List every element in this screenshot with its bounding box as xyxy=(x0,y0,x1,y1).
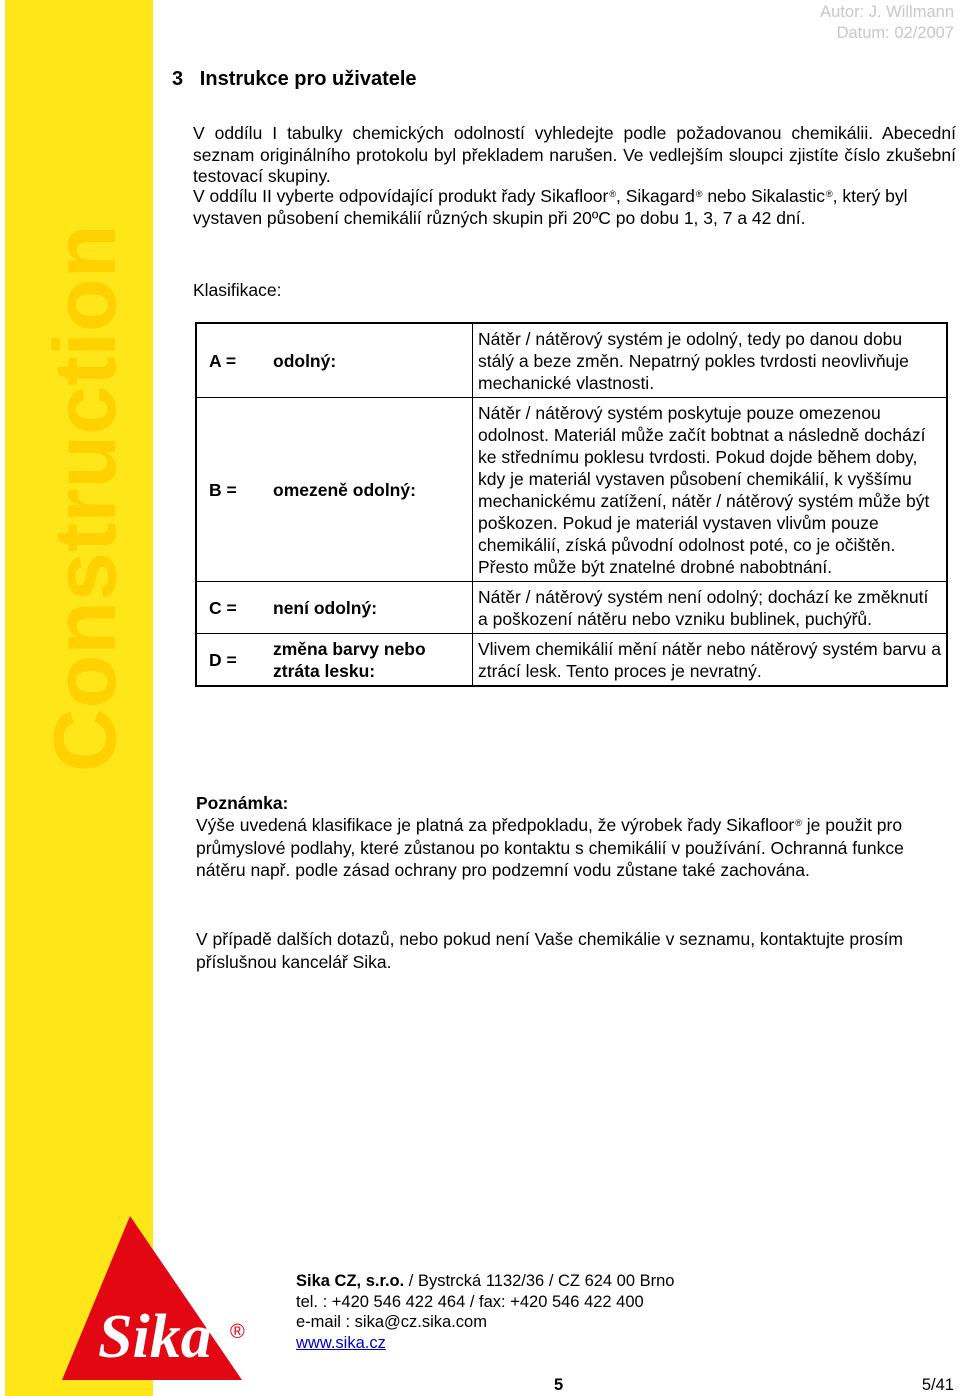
page-number: 5 xyxy=(554,1376,564,1394)
class-name: odolný: xyxy=(273,350,337,371)
class-code: C = xyxy=(209,597,237,618)
table-row xyxy=(196,634,947,687)
classification-table xyxy=(195,322,948,687)
intro-paragraph-2: V oddílu II vyberte odpovídající produkt řady Sikafloor®, Sikagard® nebo Sikalastic®, který byl vystaven působení chemikálií různých skupin při 20ºC po dobu 1, 3, 7 a 42 dní. xyxy=(193,186,908,228)
email: e-mail : sika@cz.sika.com xyxy=(296,1313,487,1331)
website-link[interactable]: www.sika.cz xyxy=(296,1333,386,1352)
date: Datum: 02/2007 xyxy=(836,24,954,42)
phone-fax: tel. : +420 546 422 464 / fax: +420 546 422 400 xyxy=(296,1292,644,1311)
class-description: Nátěr / nátěrový systém je odolný, tedy po danou dobu stálý a beze změn. Nepatrný pokles tvrdosti neovlivňuje mechanické vlastnosti. xyxy=(473,323,948,398)
classification-label: Klasifikace: xyxy=(193,280,282,300)
class-description: Nátěr / nátěrový systém poskytuje pouze omezenou odolnost. Materiál může začít bobtnat a následně dochází ke střednímu poklesu tvrdosti. Pokud dojde během doby, kdy je materiál vystaven působení chemikálií, k vyššímu mechanickému zatížení, nátěr / nátěrový systém může být poškozen. Pokud je materiál vystaven vlivům pouze chemikálií, získá původní odolnost poté, co je očištěn. Přesto může být znatelné drobné nabobtnání. xyxy=(473,398,948,582)
note-paragraph-2: V případě dalších dotazů, nebo pokud není Vaše chemikálie v seznamu, kontaktujte prosím příslušnou kancelář Sika. xyxy=(196,929,903,972)
section-title xyxy=(172,68,417,91)
author: Autor: J. Willmann xyxy=(820,3,954,21)
intro-paragraph-1: V oddílu I tabulky chemických odolností vyhledejte podle požadovanou chemikálii. Abecední seznam originálního protokolu byl překladem narušen. Ve vedlejším sloupci zjistíte číslo zkušební testovací skupiny. xyxy=(193,123,956,186)
table-row xyxy=(196,398,947,582)
class-name: omezeně odolný: xyxy=(273,479,416,500)
logo-registered: ® xyxy=(230,1321,245,1343)
section-title-text: Instrukce pro uživatele xyxy=(199,68,417,90)
class-code: B = xyxy=(209,479,237,500)
class-code: D = xyxy=(209,649,237,670)
class-code: A = xyxy=(209,350,237,371)
company-name: Sika CZ, s.r.o. xyxy=(296,1272,405,1290)
page-total: 5/41 xyxy=(921,1376,954,1394)
company-address: / Bystrcká 1132/36 / CZ 624 00 Brno xyxy=(404,1272,675,1290)
table-row xyxy=(196,582,947,634)
class-name: změna barvy nebo ztráta lesku: xyxy=(273,638,426,681)
sidebar-word: Construction xyxy=(35,224,134,772)
brand-sidebar xyxy=(5,0,153,1396)
note-heading: Poznámka: xyxy=(196,793,289,813)
document-meta xyxy=(820,2,954,44)
note-paragraph-1: Výše uvedená klasifikace je platná za předpokladu, že výrobek řady Sikafloor® je použit pro průmyslové podlahy, které zůstanou po kontaktu s chemikálií v používání. Ochranná funkce nátěru např. podle zásad ochrany pro podzemní vodu zůstane také zachována. xyxy=(196,815,904,880)
footer-contact xyxy=(296,1271,674,1353)
class-description: Vlivem chemikálií mění nátěr nebo nátěrový systém barvu a ztrácí lesk. Tento proces je nevratný. xyxy=(478,639,941,681)
section-number: 3 xyxy=(172,68,184,90)
sika-logo xyxy=(42,1212,254,1380)
class-description: Nátěr / nátěrový systém není odolný; dochází ke změknutí a poškození nátěru nebo vzniku bublinek, puchýřů. xyxy=(473,582,948,634)
class-name: není odolný: xyxy=(273,597,378,618)
table-row xyxy=(196,323,947,398)
logo-text: Sika xyxy=(98,1303,212,1371)
